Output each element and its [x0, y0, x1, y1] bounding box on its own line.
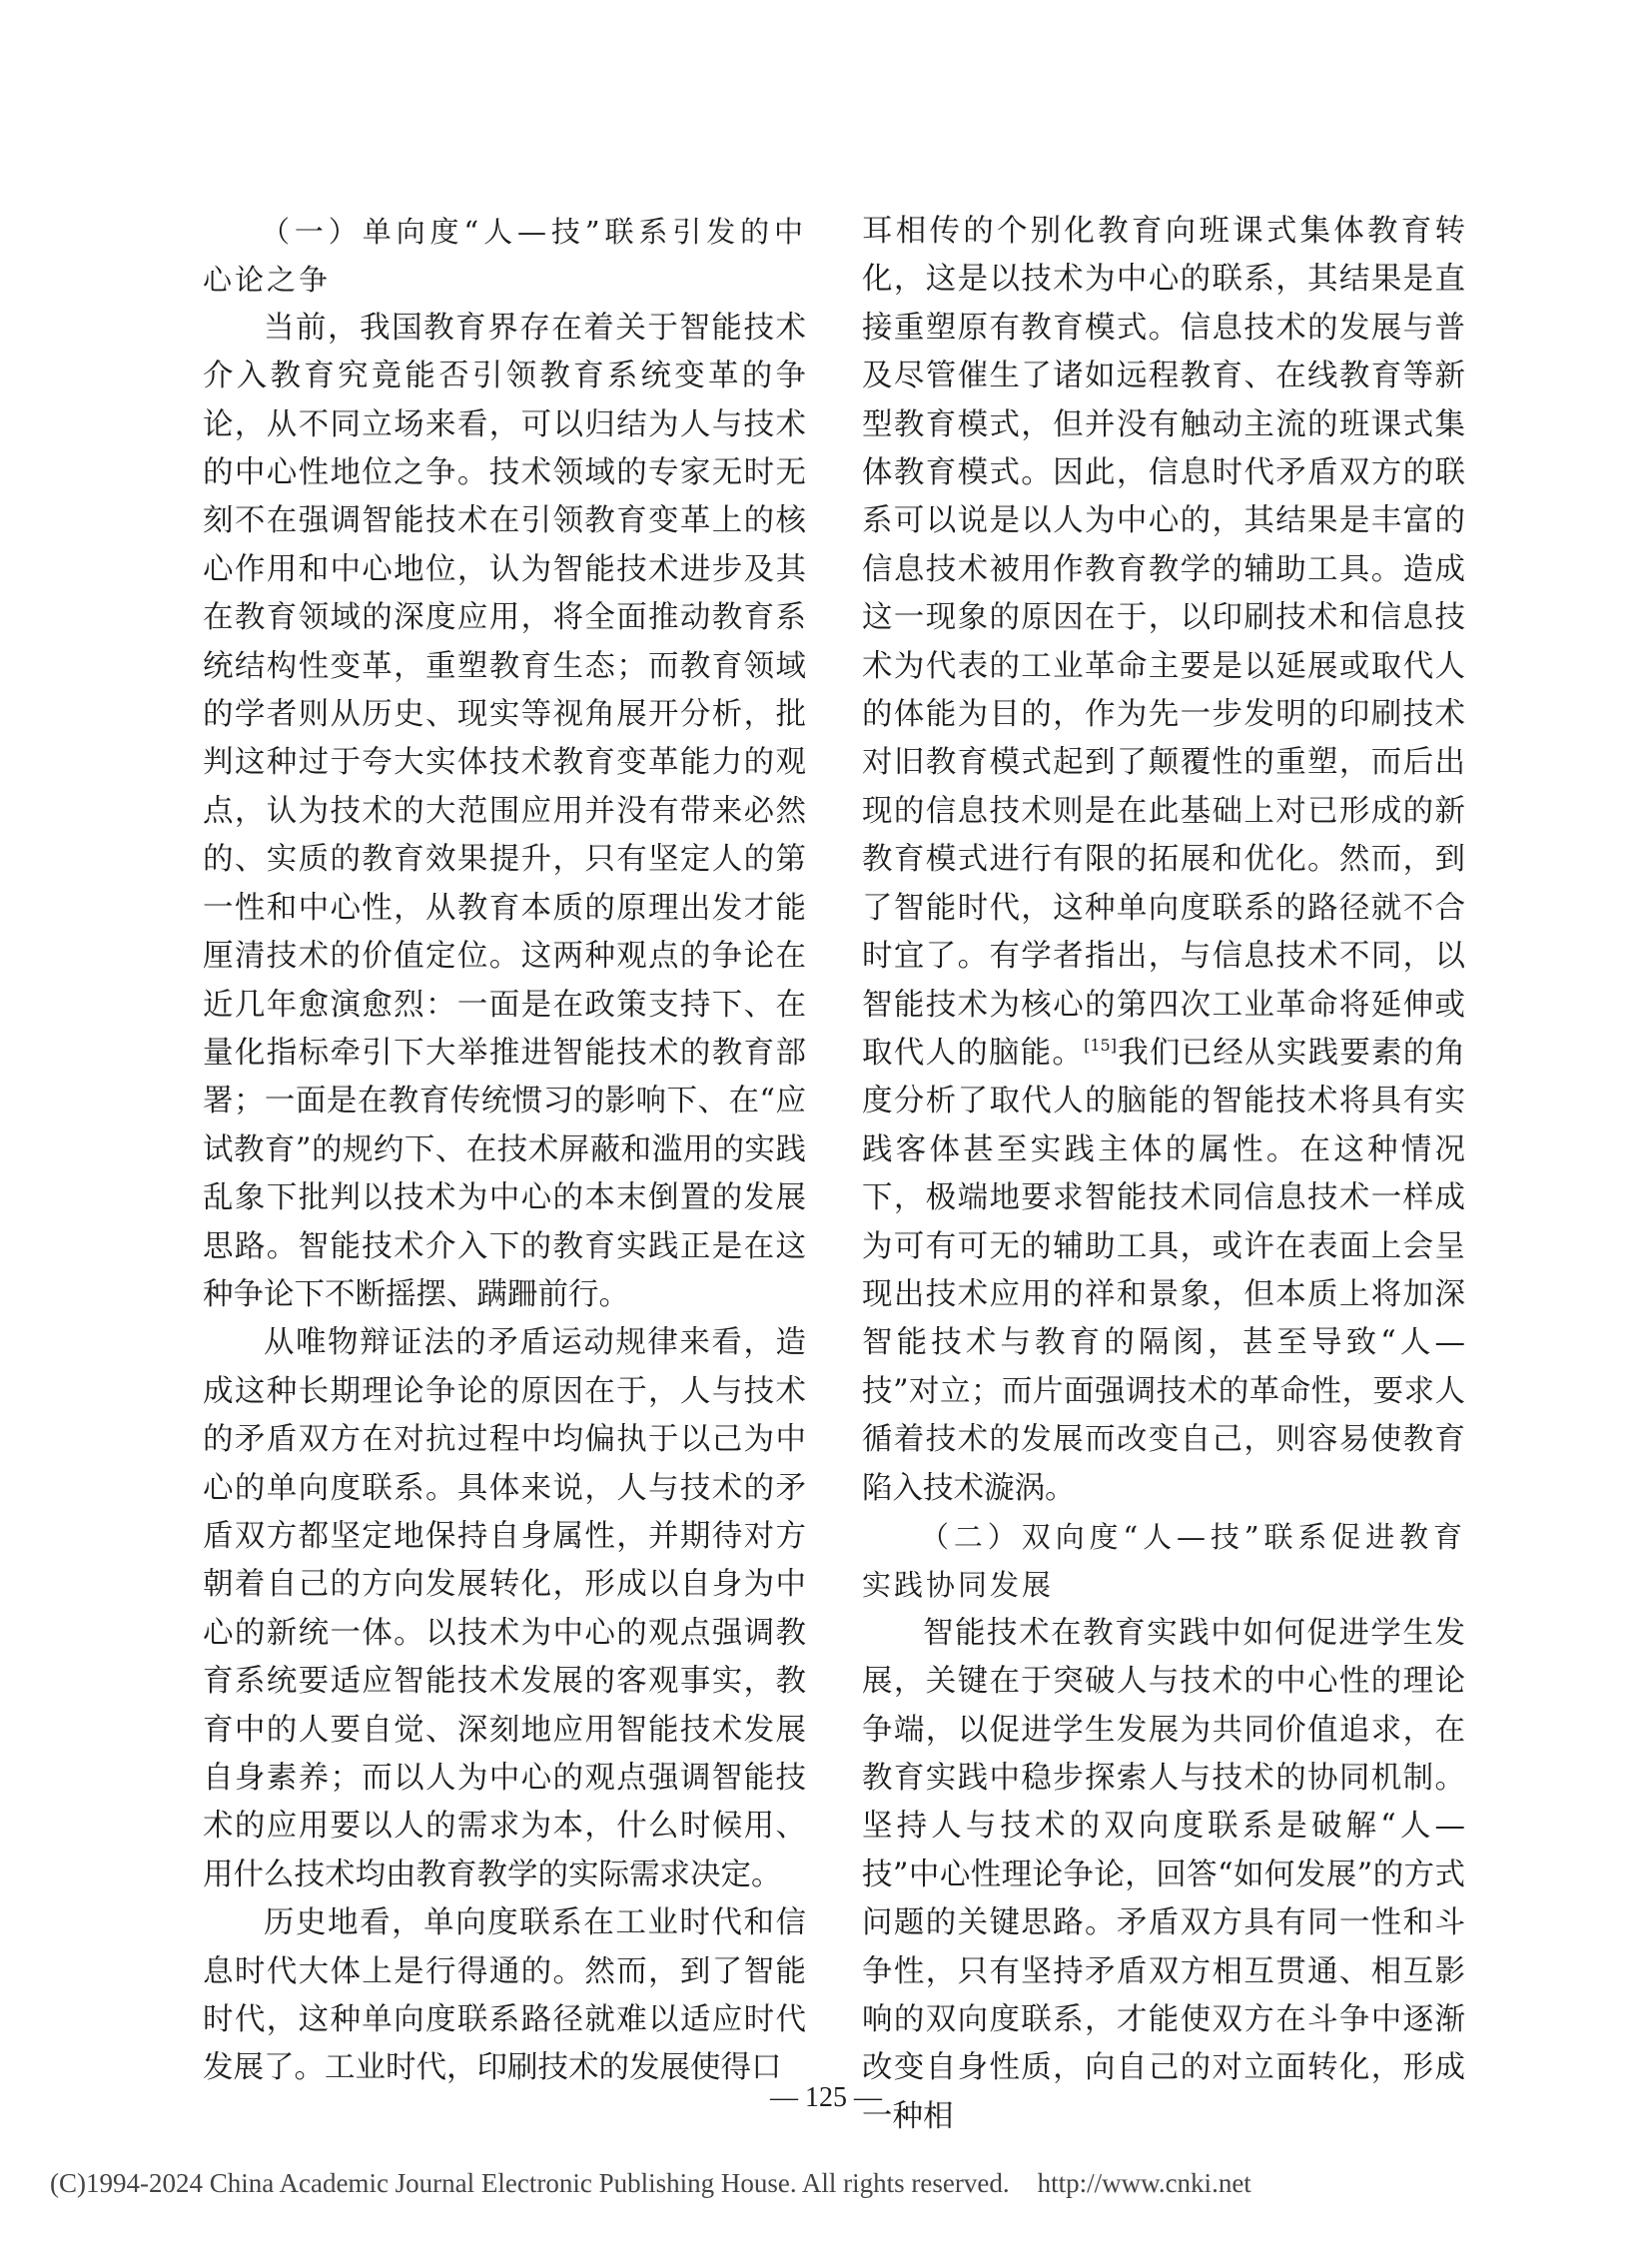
copyright-text: (C)1994-2024 China Academic Journal Electronic Publishing House. All rights reserved. [50, 2168, 1010, 2198]
body-paragraph-continued [862, 208, 1465, 1513]
left-column [203, 208, 806, 2093]
body-paragraph: 智能技术在教育实践中如何促进学生发展，关键在于突破人与技术的中心性的理论争端，以促进学生发展为共同价值追求，在教育实践中稳步探索人与技术的协同机制。坚持人与技术的双向度联系是破解“人—技”中心性理论争论，回答“如何发展”的方式问题的关键思路。矛盾双方具有同一性和斗争性，只有坚持矛盾双方相互贯通、相互影响的双向度联系，才能使双方在斗争中逐渐改变自身性质，向自己的对立面转化，形成一种相 [862, 1615, 1465, 2134]
citation-reference: [15] [1084, 1035, 1117, 1055]
page-number: — 125 — [770, 2082, 882, 2113]
right-column [862, 208, 1465, 2141]
body-paragraph: 从唯物辩证法的矛盾运动规律来看，造成这种长期理论争论的原因在于，人与技术的矛盾双方在对抗过程中均偏执于以己为中心的单向度联系。具体来说，人与技术的矛盾双方都坚定地保持自身属性，并期待对方朝着自己的方向发展转化，形成以自身为中心的新统一体。以技术为中心的观点强调教育系统要适应智能技术发展的客观事实，教育中的人要自觉、深刻地应用智能技术发展自身素养；而以人为中心的观点强调智能技术的应用要以人的需求为本，什么时候用、用什么技术均由教育教学的实际需求决定。 [203, 1325, 806, 1892]
paragraph-text: 我们已经从实践要素的角度分析了取代人的脑能的智能技术将具有实践客体甚至实践主体的属性。在这种情况下，极端地要求智能技术同信息技术一样成为可有可无的辅助工具，或许在表面上会呈现出技术应用的祥和景象，但本质上将加深智能技术与教育的隔阂，甚至导致“人—技”对立；而片面强调技术的革命性，要求人循着技术的发展而改变自己，则容易使教育陷入技术漩涡。 [862, 1035, 1466, 1506]
body-paragraph: 当前，我国教育界存在着关于智能技术介入教育究竟能否引领教育系统变革的争论，从不同立场来看，可以归结为人与技术的中心性地位之争。技术领域的专家无时无刻不在强调智能技术在引领教育变革上的核心作用和中心地位，认为智能技术进步及其在教育领域的深度应用，将全面推动教育系统结构性变革，重塑教育生态；而教育领域的学者则从历史、现实等视角展开分析，批判这种过于夸大实体技术教育变革能力的观点，认为技术的大范围应用并没有带来必然的、实质的教育效果提升，只有坚定人的第一性和中心性，从教育本质的原理出发才能厘清技术的价值定位。这两种观点的争论在近几年愈演愈烈：一面是在政策支持下、在量化指标牵引下大举推进智能技术的教育部署；一面是在教育传统惯习的影响下、在“应试教育”的规约下、在技术屏蔽和滥用的实践乱象下批判以技术为中心的本末倒置的发展思路。智能技术介入下的教育实践正是在这种争论下不断摇摆、蹒跚前行。 [203, 310, 806, 1312]
section-heading-1: （一）单向度“人—技”联系引发的中心论之争 [203, 215, 806, 298]
site-url: http://www.cnki.net [1037, 2168, 1251, 2198]
paragraph-text: 耳相传的个别化教育向班课式集体教育转化，这是以技术为中心的联系，其结果是直接重塑原有教育模式。信息技术的发展与普及尽管催生了诸如远程教育、在线教育等新型教育模式，但并没有触动主流的班课式集体教育模式。因此，信息时代矛盾双方的联系可以说是以人为中心的，其结果是丰富的信息技术被用作教育教学的辅助工具。造成这一现象的原因在于，以印刷技术和信息技术为代表的工业革命主要是以延展或取代人的体能为目的，作为先一步发明的印刷技术对旧教育模式起到了颠覆性的重塑，而后出现的信息技术则是在此基础上对已形成的新教育模式进行有限的拓展和优化。然而，到了智能时代，这种单向度联系的路径就不合时宜了。有学者指出，与信息技术不同，以智能技术为核心的第四次工业革命将延伸或取代人的脑能。 [862, 214, 1465, 1071]
section-heading-2: （二）双向度“人—技”联系促进教育实践协同发展 [862, 1519, 1465, 1603]
body-paragraph: 历史地看，单向度联系在工业时代和信息时代大体上是行得通的。然而，到了智能时代，这种单向度联系路径就难以适应时代发展了。工业时代，印刷技术的发展使得口 [203, 1905, 806, 2086]
copyright-footer [50, 2168, 1251, 2199]
